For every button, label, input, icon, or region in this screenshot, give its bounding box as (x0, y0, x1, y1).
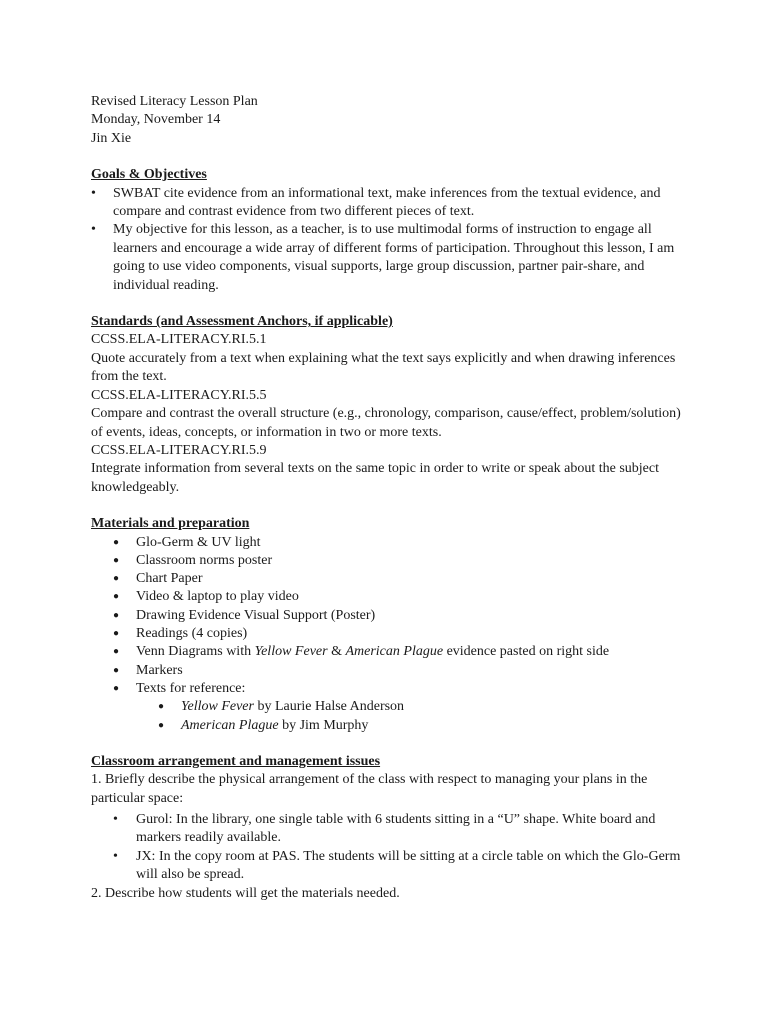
material-text: Readings (4 copies) (136, 626, 248, 642)
classroom-heading: Classroom arrangement and management issues (91, 753, 381, 769)
goals-list (91, 185, 691, 295)
document-page (91, 93, 691, 903)
bullet-icon: ● (158, 719, 165, 731)
list-item (91, 848, 691, 885)
list-item (91, 662, 691, 680)
standards-heading: Standards (and Assessment Anchors, if applicable) (91, 314, 393, 330)
bullet-icon: ● (158, 701, 165, 713)
material-text: Texts for reference: (136, 680, 246, 696)
list-item (91, 552, 691, 570)
material-text: Drawing Evidence Visual Support (Poster) (136, 607, 376, 623)
question-2: 2. Describe how students will get the materials needed. (91, 885, 400, 901)
question-1: 1. Briefly describe the physical arrangement of the class with respect to managing your plans in the particular space: (91, 772, 648, 806)
lesson-date: Monday, November 14 (91, 112, 221, 128)
book-author: by Jim Murphy (278, 717, 369, 733)
goals-heading: Goals & Objectives (91, 167, 207, 183)
book-title: Yellow Fever (254, 644, 328, 660)
standard-code: CCSS.ELA-LITERACY.RI.5.5 (91, 387, 267, 403)
bullet-icon: ● (113, 573, 120, 585)
arrangement-text: JX: In the copy room at PAS. The students will be sitting at a circle table on which the Glo-Germ will also be spread. (136, 848, 681, 883)
list-item (91, 680, 691, 698)
goal-text: My objective for this lesson, as a teacher, is to use multimodal forms of instruction to engage all learners and encourage a wide array of different forms of participation. Throughout this lesson, I am going to use video components, visual supports, large group discussion, partner pair-share, and individual reading. (113, 222, 675, 293)
standard-text: Compare and contrast the overall structure (e.g., chronology, comparison, cause/effect, problem/solution) of events, ideas, concepts, or information in two or more texts. (91, 406, 681, 440)
bullet-icon: ● (113, 646, 120, 658)
list-item (91, 607, 691, 625)
list-item (91, 625, 691, 643)
book-title: Yellow Fever (181, 699, 254, 715)
bullet-icon: • (113, 848, 118, 864)
standard-text: Quote accurately from a text when explaining what the text says explicitly and when drawing inferences from the text. (91, 350, 676, 385)
list-item (91, 643, 691, 661)
list-item (91, 717, 691, 735)
bullet-icon: • (113, 812, 118, 828)
material-text: Video & laptop to play video (136, 589, 299, 605)
bullet-icon: ● (113, 682, 120, 694)
list-item (91, 221, 691, 295)
book-title: American Plague (345, 644, 444, 660)
bullet-icon: ● (113, 554, 120, 566)
venn-text: Venn Diagrams with Yellow Fever & American Plague evidence pasted on right side (136, 644, 610, 660)
bullet-icon: • (91, 185, 96, 201)
lesson-title: Revised Literacy Lesson Plan (91, 94, 258, 109)
list-item (91, 570, 691, 588)
bullet-icon: ● (113, 536, 120, 548)
book-author: by Laurie Halse Anderson (253, 699, 405, 715)
arrangement-text: Gurol: In the library, one single table with 6 students sitting in a “U” shape. White board and markers readily available. (136, 812, 656, 846)
bullet-icon: ● (113, 591, 120, 603)
arrangement-list (91, 811, 691, 885)
bullet-icon: ● (113, 628, 120, 640)
material-text: Chart Paper (136, 571, 203, 587)
lesson-author: Jin Xie (91, 130, 132, 146)
list-item (91, 185, 691, 222)
standard-code: CCSS.ELA-LITERACY.RI.5.1 (91, 332, 267, 348)
reference-texts-list (91, 698, 691, 735)
bullet-icon: • (91, 222, 96, 238)
material-text: Glo-Germ & UV light (136, 534, 261, 550)
list-item (91, 588, 691, 606)
book-title: American Plague (181, 717, 279, 733)
material-text: Classroom norms poster (136, 552, 273, 568)
list-item (91, 698, 691, 716)
goal-text: SWBAT cite evidence from an informational text, make inferences from the textual evidence, and compare and contrast evidence from two different pieces of text. (113, 185, 661, 220)
materials-heading: Materials and preparation (91, 516, 250, 532)
standard-text: Integrate information from several texts on the same topic in order to write or speak about the subject knowledgeably. (91, 461, 659, 495)
material-text: Markers (136, 662, 183, 678)
bullet-icon: ● (113, 664, 120, 676)
list-item (91, 811, 691, 848)
materials-list (91, 534, 691, 699)
standard-code: CCSS.ELA-LITERACY.RI.5.9 (91, 442, 267, 458)
list-item (91, 534, 691, 552)
bullet-icon: ● (113, 609, 120, 621)
